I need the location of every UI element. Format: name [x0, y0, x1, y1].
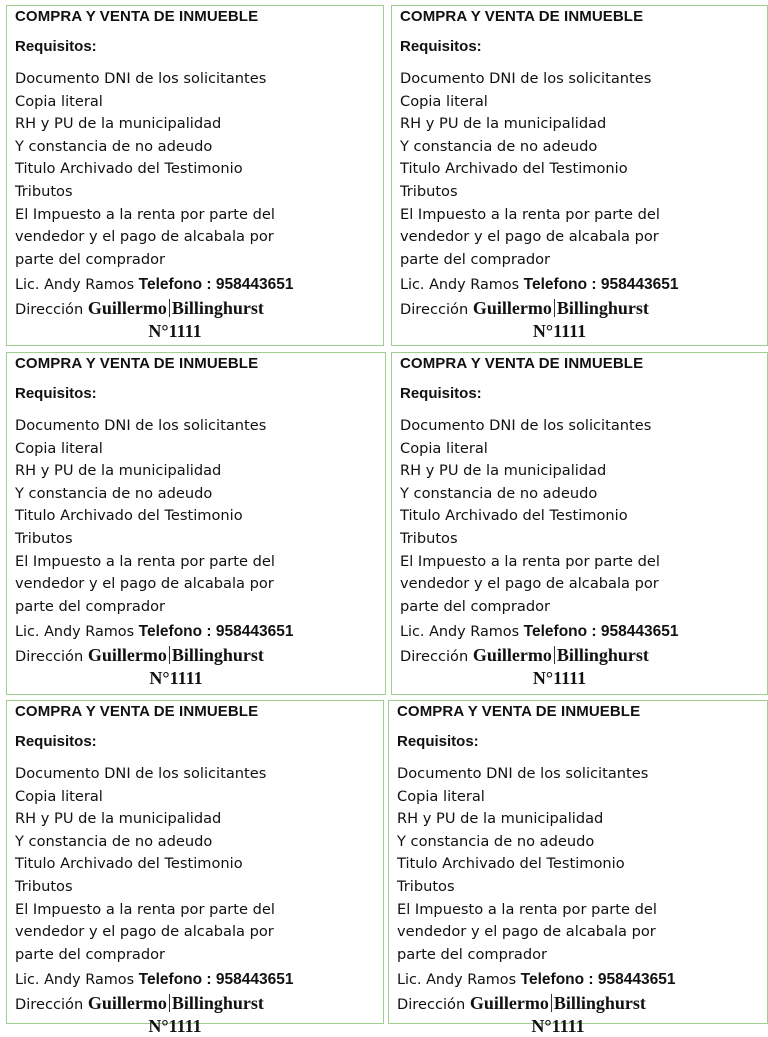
address-line	[15, 645, 264, 666]
requirement-item: Copia literal	[400, 92, 488, 110]
text-cursor-divider	[169, 646, 170, 664]
address-line	[397, 993, 646, 1014]
requirement-item: Titulo Archivado del Testimonio	[400, 160, 628, 178]
contact-line	[397, 971, 675, 989]
requirement-item: Documento DNI de los solicitantes	[400, 70, 652, 87]
address-number: N°1111	[532, 321, 587, 341]
address-number: N°1111	[149, 668, 203, 688]
requirements-heading: Requisitos:	[15, 733, 97, 750]
address-street-1: Guillermo	[87, 993, 167, 1013]
requirement-item: Tributos	[400, 529, 458, 547]
contact-line	[400, 276, 678, 294]
requirement-item: RH y PU de la municipalidad	[400, 115, 607, 133]
card-title: COMPRA Y VENTA DE INMUEBLE	[397, 703, 641, 720]
text-cursor-divider	[169, 994, 170, 1012]
address-number: N°1111	[531, 1016, 585, 1036]
address-street-1: Guillermo	[472, 645, 552, 665]
requirements-list	[400, 68, 660, 271]
address-street-1: Guillermo	[472, 298, 552, 318]
requirement-item: parte del comprador	[15, 597, 166, 615]
requirement-item: vendedor y el pago de alcabala por	[397, 923, 656, 941]
requirement-item: Titulo Archivado del Testimonio	[15, 507, 243, 525]
requirement-item: parte del comprador	[397, 945, 548, 963]
address-street-1: Guillermo	[469, 993, 549, 1013]
text-cursor-divider	[551, 994, 552, 1012]
address-street-2: Billinghurst	[171, 645, 264, 665]
requirement-item: RH y PU de la municipalidad	[15, 810, 222, 828]
contact-line	[15, 971, 293, 989]
requirement-item: vendedor y el pago de alcabala por	[400, 575, 659, 593]
contact-name: Lic. Andy Ramos	[15, 624, 135, 640]
address-number: N°1111	[148, 1016, 202, 1036]
address-street-2: Billinghurst	[171, 298, 264, 318]
requirement-item: Tributos	[15, 877, 73, 895]
address-street-2: Billinghurst	[556, 645, 649, 665]
requirement-item: parte del comprador	[400, 250, 551, 268]
requirement-item: Copia literal	[15, 92, 103, 110]
address-line	[400, 645, 649, 666]
requirement-item: El Impuesto a la renta por parte del	[400, 205, 660, 223]
card-title: COMPRA Y VENTA DE INMUEBLE	[15, 355, 259, 372]
requirement-item: Y constancia de no adeudo	[397, 832, 595, 850]
text-cursor-divider	[554, 646, 555, 664]
requirement-item: El Impuesto a la renta por parte del	[400, 552, 660, 570]
card-title: COMPRA Y VENTA DE INMUEBLE	[400, 8, 644, 25]
flyer-card-1	[6, 5, 384, 346]
requirements-list	[397, 763, 657, 966]
phone-text: Telefono : 958443651	[138, 623, 294, 640]
requirement-item: Copia literal	[400, 439, 488, 457]
requirement-item: Tributos	[15, 182, 73, 200]
flyer-card-6	[388, 700, 768, 1036]
requirements-heading: Requisitos:	[15, 38, 97, 55]
requirement-item: El Impuesto a la renta por parte del	[15, 205, 275, 223]
requirement-item: Tributos	[400, 182, 458, 200]
card-title: COMPRA Y VENTA DE INMUEBLE	[15, 8, 259, 25]
requirements-heading: Requisitos:	[397, 733, 479, 750]
phone-text: Telefono : 958443651	[523, 276, 679, 293]
phone-text: Telefono : 958443651	[520, 971, 676, 988]
flyer-card-5	[6, 700, 384, 1036]
text-cursor-divider	[554, 299, 555, 317]
address-label: Dirección	[400, 648, 469, 665]
requirements-list	[400, 415, 660, 618]
requirement-item: El Impuesto a la renta por parte del	[397, 900, 657, 918]
card-title: COMPRA Y VENTA DE INMUEBLE	[400, 355, 644, 372]
requirement-item: Copia literal	[15, 787, 103, 805]
requirements-heading: Requisitos:	[400, 385, 482, 402]
requirement-item: Tributos	[397, 877, 455, 895]
requirement-item: parte del comprador	[15, 250, 166, 268]
flyer-card-2	[391, 5, 768, 346]
requirement-item: Titulo Archivado del Testimonio	[397, 855, 625, 873]
contact-name: Lic. Andy Ramos	[15, 277, 135, 293]
requirements-list	[15, 415, 275, 618]
requirement-item: Titulo Archivado del Testimonio	[15, 855, 243, 873]
requirement-item: Documento DNI de los solicitantes	[15, 70, 267, 87]
requirement-item: vendedor y el pago de alcabala por	[400, 228, 659, 246]
address-street-1: Guillermo	[87, 645, 167, 665]
address-number: N°1111	[532, 668, 587, 688]
address-street-2: Billinghurst	[171, 993, 264, 1013]
requirement-item: Y constancia de no adeudo	[15, 832, 213, 850]
flyer-card-4	[391, 352, 768, 695]
requirement-item: Y constancia de no adeudo	[400, 484, 598, 502]
address-line	[15, 993, 264, 1014]
address-label: Dirección	[15, 996, 84, 1013]
contact-name: Lic. Andy Ramos	[400, 624, 520, 640]
requirement-item: RH y PU de la municipalidad	[15, 462, 222, 480]
requirements-list	[15, 763, 275, 966]
contact-name: Lic. Andy Ramos	[400, 277, 520, 293]
requirement-item: Y constancia de no adeudo	[15, 484, 213, 502]
flyer-card-3	[6, 352, 386, 695]
requirement-item: Titulo Archivado del Testimonio	[15, 160, 243, 178]
requirement-item: Documento DNI de los solicitantes	[15, 765, 267, 782]
address-label: Dirección	[397, 996, 466, 1013]
requirement-item: Y constancia de no adeudo	[15, 137, 213, 155]
address-street-2: Billinghurst	[553, 993, 646, 1013]
address-street-2: Billinghurst	[556, 298, 649, 318]
contact-line	[400, 623, 678, 641]
address-label: Dirección	[15, 301, 84, 318]
address-label: Dirección	[400, 301, 469, 318]
requirement-item: Documento DNI de los solicitantes	[400, 417, 652, 434]
card-title: COMPRA Y VENTA DE INMUEBLE	[15, 703, 259, 720]
text-cursor-divider	[169, 299, 170, 317]
address-number: N°1111	[148, 321, 202, 341]
requirement-item: Titulo Archivado del Testimonio	[400, 507, 628, 525]
requirement-item: Documento DNI de los solicitantes	[15, 417, 267, 434]
contact-name: Lic. Andy Ramos	[15, 972, 135, 988]
phone-text: Telefono : 958443651	[138, 276, 294, 293]
address-line	[400, 298, 649, 319]
requirements-list	[15, 68, 275, 271]
contact-line	[15, 276, 293, 294]
phone-text: Telefono : 958443651	[523, 623, 679, 640]
requirement-item: parte del comprador	[400, 597, 551, 615]
requirement-item: Copia literal	[397, 787, 485, 805]
requirements-heading: Requisitos:	[15, 385, 97, 402]
requirement-item: vendedor y el pago de alcabala por	[15, 228, 274, 246]
phone-text: Telefono : 958443651	[138, 971, 294, 988]
contact-name: Lic. Andy Ramos	[397, 972, 517, 988]
requirement-item: RH y PU de la municipalidad	[15, 115, 222, 133]
requirement-item: Copia literal	[15, 439, 103, 457]
requirement-item: Y constancia de no adeudo	[400, 137, 598, 155]
requirement-item: RH y PU de la municipalidad	[400, 462, 607, 480]
requirement-item: vendedor y el pago de alcabala por	[15, 923, 274, 941]
requirement-item: Documento DNI de los solicitantes	[397, 765, 649, 782]
requirement-item: vendedor y el pago de alcabala por	[15, 575, 274, 593]
requirements-heading: Requisitos:	[400, 38, 482, 55]
address-line	[15, 298, 264, 319]
address-street-1: Guillermo	[87, 298, 167, 318]
requirement-item: El Impuesto a la renta por parte del	[15, 900, 275, 918]
requirement-item: Tributos	[15, 529, 73, 547]
requirement-item: El Impuesto a la renta por parte del	[15, 552, 275, 570]
requirement-item: parte del comprador	[15, 945, 166, 963]
requirement-item: RH y PU de la municipalidad	[397, 810, 604, 828]
address-label: Dirección	[15, 648, 84, 665]
contact-line	[15, 623, 293, 641]
